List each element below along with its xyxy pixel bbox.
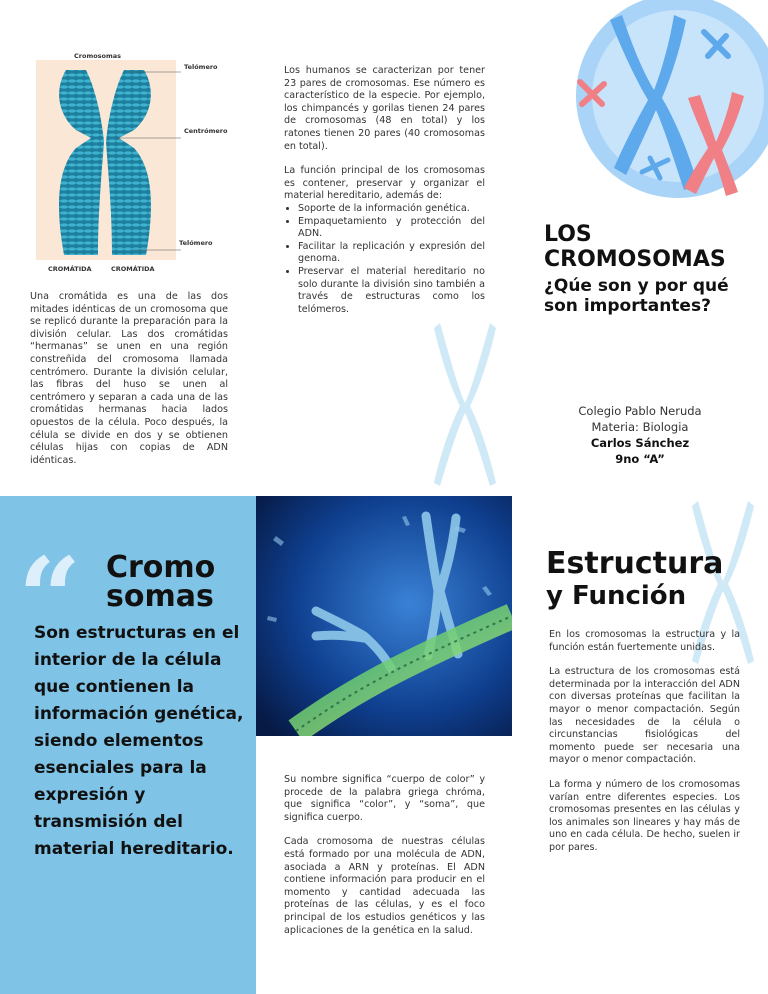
panel-title-line-2: somas (106, 579, 214, 614)
diagram-title: Cromosomas (74, 52, 122, 60)
label-telomero-bottom: Telómero (179, 239, 213, 247)
subject: Materia: Biologia (591, 420, 689, 434)
structure-title-line-2: y Función (546, 581, 687, 611)
structure-paragraph-3: La forma y número de los cromosomas varían entre diferentes especies. Los cromosomas presentes en las células y los animales son lineares y hay más de uno en cada célula. De hecho, suelen ir por pares. (549, 778, 740, 853)
chromosome-diagram (36, 50, 246, 275)
list-item: • Empaquetamiento y protección del ADN. (298, 216, 485, 241)
cromatida-paragraph: Una cromátida es una de las dos mitades idénticas de un cromosoma que se replicó durante la preparación para la división celular. Las dos cromátidas “hermanas” se unen en una región constreñida del cromosoma llamada centrómero. Durante la división celular, las fibras del huso se unen al centrómero y separan a cada una de las cromátidas hermanas hacia lados opuestos de la célula. Poco después, la célula se divide en dos y se obtienen células hijas con copias de ADN idénticas. (30, 291, 228, 466)
structure-title-line-1: Estructura (546, 546, 724, 581)
grade: 9no “A” (615, 452, 665, 466)
function-list (284, 203, 485, 316)
cover-title-line-1: LOS (544, 222, 592, 247)
list-item: • Facilitar la replicación y expresión del genoma. (298, 241, 485, 266)
origin-paragraph-2: Cada cromosoma de nuestras células está formado por una molécula de ADN, asociada a ARN y proteínas. El ADN contiene información para producir en el momento y cantidad adecuada las proteínas de las células, y es el foco principal de los estudios genéticos y las aplicaciones de la genética en la salud. (284, 836, 485, 936)
cover-title (544, 222, 726, 272)
label-cromatida-left: CROMÁTIDA (48, 265, 92, 273)
label-cromatida-right: CROMÁTIDA (111, 265, 155, 273)
origin-paragraph-1: Su nombre significa “cuerpo de color” y procede de la palabra griega chróma, que significa “color”, y “soma”, que significa cuerpo. (284, 774, 485, 823)
label-centromero: Centrómero (184, 127, 228, 135)
panel-title-line-1: Cromo (106, 550, 216, 585)
intro-paragraph-1: Los humanos se caracterizan por tener 23 pares de cromosomas. Ese número es característico de la especie. Por ejemplo, los chimpancés y gorilas tienen 24 pares de cromosomas (48 en total) y los ratones tienen 20 pares (40 cromosomas en total). (284, 65, 485, 152)
cover-subtitle: ¿Qúe son y por qué son importantes? (544, 276, 729, 316)
structure-column (549, 629, 740, 867)
structure-title (546, 548, 723, 612)
structure-paragraph-1: En los cromosomas la estructura y la función están fuertemente unidas. (549, 629, 740, 653)
school-name: Colegio Pablo Neruda (578, 404, 702, 418)
panel-title (106, 550, 216, 614)
intro-paragraph-2: La función principal de los cromosomas es contener, preservar y organizar el material hereditario, además de: (284, 165, 485, 202)
structure-paragraph-2: La estructura de los cromosomas está determinada por la interacción del ADN con diversas proteínas que facilitan la mayor o menor compactación. Según las necesidades de la célula o circunstancias fisiológicas del momento puede ser necesaria una mayor o menor compactación. (549, 666, 740, 766)
intro-column (284, 65, 485, 316)
label-telomero-top: Telómero (184, 63, 218, 71)
name-origin-column (284, 774, 485, 949)
list-item: • Soporte de la información genética. (298, 203, 485, 216)
decorative-chromosome-icon (420, 318, 510, 488)
cover-title-line-2: CROMOSOMAS (544, 247, 726, 272)
quote-mark-icon: “ (18, 533, 82, 662)
panel-definition: Son estructuras en el interior de la célula que contienen la información genética, siendo elementos esenciales para la expresión y transmisión del material hereditario. (34, 623, 244, 859)
author: Carlos Sánchez (590, 436, 690, 450)
cover-credits (555, 403, 725, 467)
chromosome-illustration (36, 60, 246, 265)
dna-chromosome-image (256, 496, 512, 736)
list-item: • Preservar el material hereditario no solo durante la división sino también a través de estructuras como los telómeros. (298, 266, 485, 316)
chromosome-hero-icon (562, 0, 768, 202)
